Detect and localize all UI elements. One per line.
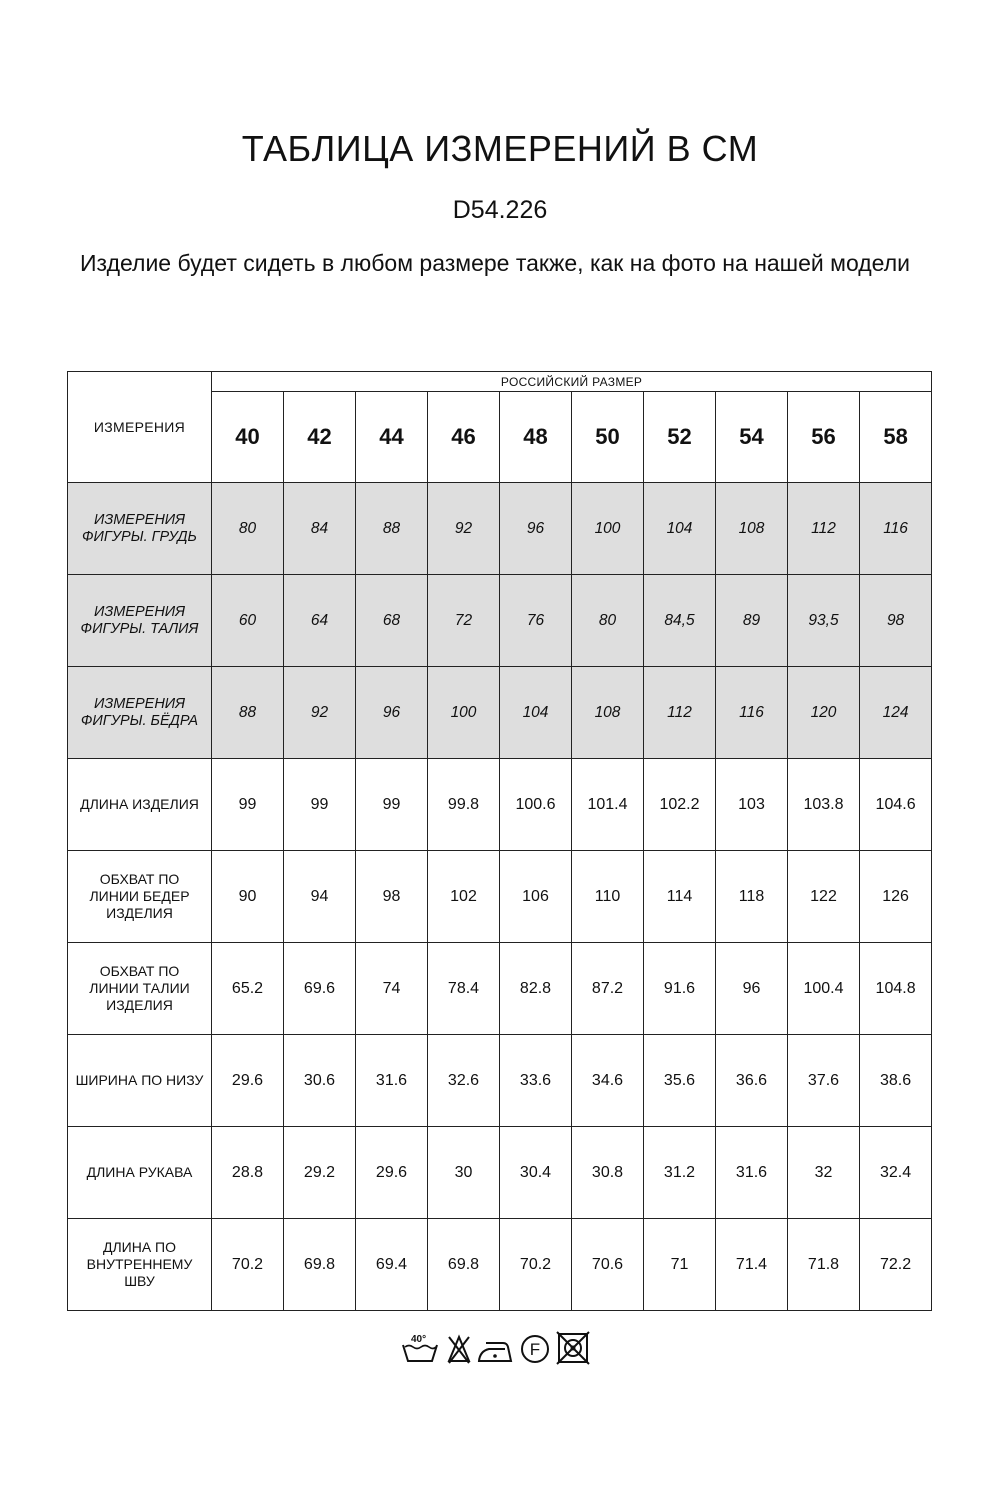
table-cell: 84,5 (644, 575, 716, 667)
table-cell: 72 (428, 575, 500, 667)
table-cell: 122 (788, 851, 860, 943)
table-cell: 28.8 (212, 1127, 284, 1219)
table-cell: 88 (212, 667, 284, 759)
table-row (68, 759, 932, 851)
size-42: 42 (284, 392, 356, 483)
row-label: ДЛИНА РУКАВА (68, 1127, 212, 1219)
page-title: ТАБЛИЦА ИЗМЕРЕНИЙ В СМ (241, 128, 759, 169)
table-cell: 96 (356, 667, 428, 759)
table-cell: 98 (860, 575, 932, 667)
iron-low-icon (477, 1335, 513, 1370)
table-cell: 74 (356, 943, 428, 1035)
care-symbols (400, 1330, 590, 1370)
table-row (68, 483, 932, 575)
table-cell: 96 (500, 483, 572, 575)
table-cell: 76 (500, 575, 572, 667)
table-cell: 64 (284, 575, 356, 667)
table-cell: 103.8 (788, 759, 860, 851)
table-cell: 29.6 (212, 1035, 284, 1127)
table-row (68, 1035, 932, 1127)
size-44: 44 (356, 392, 428, 483)
size-48: 48 (500, 392, 572, 483)
table-cell: 114 (644, 851, 716, 943)
table-cell: 91.6 (644, 943, 716, 1035)
table-row (68, 667, 932, 759)
table-cell: 36.6 (716, 1035, 788, 1127)
row-label: ДЛИНА ИЗДЕЛИЯ (68, 759, 212, 851)
table-cell: 31.2 (644, 1127, 716, 1219)
table-cell: 100 (572, 483, 644, 575)
table-cell: 70.2 (500, 1219, 572, 1311)
article-code: D54.226 (452, 196, 548, 224)
table-cell: 29.6 (356, 1127, 428, 1219)
table-row (68, 1127, 932, 1219)
table-cell: 92 (428, 483, 500, 575)
no-bleach-icon (446, 1331, 472, 1370)
table-cell: 100.6 (500, 759, 572, 851)
table-cell: 38.6 (860, 1035, 932, 1127)
table-cell: 110 (572, 851, 644, 943)
table-cell: 104.8 (860, 943, 932, 1035)
table-cell: 72.2 (860, 1219, 932, 1311)
table-cell: 112 (788, 483, 860, 575)
table-cell: 126 (860, 851, 932, 943)
table-row (68, 851, 932, 943)
table-cell: 89 (716, 575, 788, 667)
table-cell: 69.8 (284, 1219, 356, 1311)
table-cell: 99 (356, 759, 428, 851)
table-cell: 68 (356, 575, 428, 667)
table-cell: 29.2 (284, 1127, 356, 1219)
table-cell: 84 (284, 483, 356, 575)
fit-note: Изделие будет сидеть в любом размере также, как на фото на нашей модели (80, 250, 910, 276)
measurements-header: ИЗМЕРЕНИЯ (68, 372, 212, 483)
table-cell: 69.4 (356, 1219, 428, 1311)
table-cell: 30.4 (500, 1127, 572, 1219)
table-cell: 87.2 (572, 943, 644, 1035)
table-cell: 100.4 (788, 943, 860, 1035)
table-cell: 99 (284, 759, 356, 851)
table-cell: 30.8 (572, 1127, 644, 1219)
table-cell: 30 (428, 1127, 500, 1219)
table-cell: 99.8 (428, 759, 500, 851)
table-cell: 100 (428, 667, 500, 759)
table-cell: 120 (788, 667, 860, 759)
table-cell: 34.6 (572, 1035, 644, 1127)
size-56: 56 (788, 392, 860, 483)
table-cell: 69.8 (428, 1219, 500, 1311)
row-label: ИЗМЕРЕНИЯ ФИГУРЫ. БЁДРА (68, 667, 212, 759)
table-cell: 31.6 (716, 1127, 788, 1219)
table-cell: 35.6 (644, 1035, 716, 1127)
dryclean-letter: F (529, 1340, 540, 1359)
table-cell: 70.6 (572, 1219, 644, 1311)
table-body (68, 483, 932, 1311)
table-cell: 31.6 (356, 1035, 428, 1127)
table-row (68, 1219, 932, 1311)
table-cell: 80 (212, 483, 284, 575)
table-cell: 104.6 (860, 759, 932, 851)
dryclean-f-icon (519, 1333, 551, 1370)
size-50: 50 (572, 392, 644, 483)
table-cell: 65.2 (212, 943, 284, 1035)
table-cell: 78.4 (428, 943, 500, 1035)
table-cell: 116 (716, 667, 788, 759)
table-cell: 99 (212, 759, 284, 851)
table-cell: 101.4 (572, 759, 644, 851)
wash-40-icon (400, 1331, 440, 1370)
size-table (67, 371, 932, 1311)
table-cell: 30.6 (284, 1035, 356, 1127)
row-label: ОБХВАТ ПО ЛИНИИ БЕДЕР ИЗДЕЛИЯ (68, 851, 212, 943)
table-cell: 70.2 (212, 1219, 284, 1311)
table-cell: 90 (212, 851, 284, 943)
size-52: 52 (644, 392, 716, 483)
table-cell: 118 (716, 851, 788, 943)
wash-temp-label: 40° (411, 1334, 427, 1345)
size-54: 54 (716, 392, 788, 483)
russian-size-header: РОССИЙСКИЙ РАЗМЕР (212, 372, 932, 392)
size-58: 58 (860, 392, 932, 483)
table-cell: 80 (572, 575, 644, 667)
row-label: ШИРИНА ПО НИЗУ (68, 1035, 212, 1127)
table-cell: 102 (428, 851, 500, 943)
table-cell: 82.8 (500, 943, 572, 1035)
table-cell: 32.4 (860, 1127, 932, 1219)
table-cell: 112 (644, 667, 716, 759)
table-cell: 103 (716, 759, 788, 851)
table-cell: 71 (644, 1219, 716, 1311)
table-cell: 60 (212, 575, 284, 667)
row-label: ИЗМЕРЕНИЯ ФИГУРЫ. ГРУДЬ (68, 483, 212, 575)
table-cell: 96 (716, 943, 788, 1035)
table-cell: 108 (572, 667, 644, 759)
table-cell: 98 (356, 851, 428, 943)
size-46: 46 (428, 392, 500, 483)
table-cell: 106 (500, 851, 572, 943)
row-label: ИЗМЕРЕНИЯ ФИГУРЫ. ТАЛИЯ (68, 575, 212, 667)
table-cell: 32 (788, 1127, 860, 1219)
table-cell: 116 (860, 483, 932, 575)
table-cell: 71.8 (788, 1219, 860, 1311)
table-cell: 93,5 (788, 575, 860, 667)
row-label: ОБХВАТ ПО ЛИНИИ ТАЛИИ ИЗДЕЛИЯ (68, 943, 212, 1035)
table-cell: 108 (716, 483, 788, 575)
size-40: 40 (212, 392, 284, 483)
table-cell: 88 (356, 483, 428, 575)
table-cell: 71.4 (716, 1219, 788, 1311)
table-cell: 32.6 (428, 1035, 500, 1127)
table-cell: 124 (860, 667, 932, 759)
table-cell: 33.6 (500, 1035, 572, 1127)
table-cell: 104 (500, 667, 572, 759)
table-cell: 37.6 (788, 1035, 860, 1127)
table-row (68, 943, 932, 1035)
table-cell: 104 (644, 483, 716, 575)
table-cell: 102.2 (644, 759, 716, 851)
no-tumble-dry-icon (556, 1331, 590, 1370)
table-cell: 69.6 (284, 943, 356, 1035)
table-cell: 92 (284, 667, 356, 759)
table-row (68, 575, 932, 667)
table-cell: 94 (284, 851, 356, 943)
row-label: ДЛИНА ПО ВНУТРЕННЕМУ ШВУ (68, 1219, 212, 1311)
